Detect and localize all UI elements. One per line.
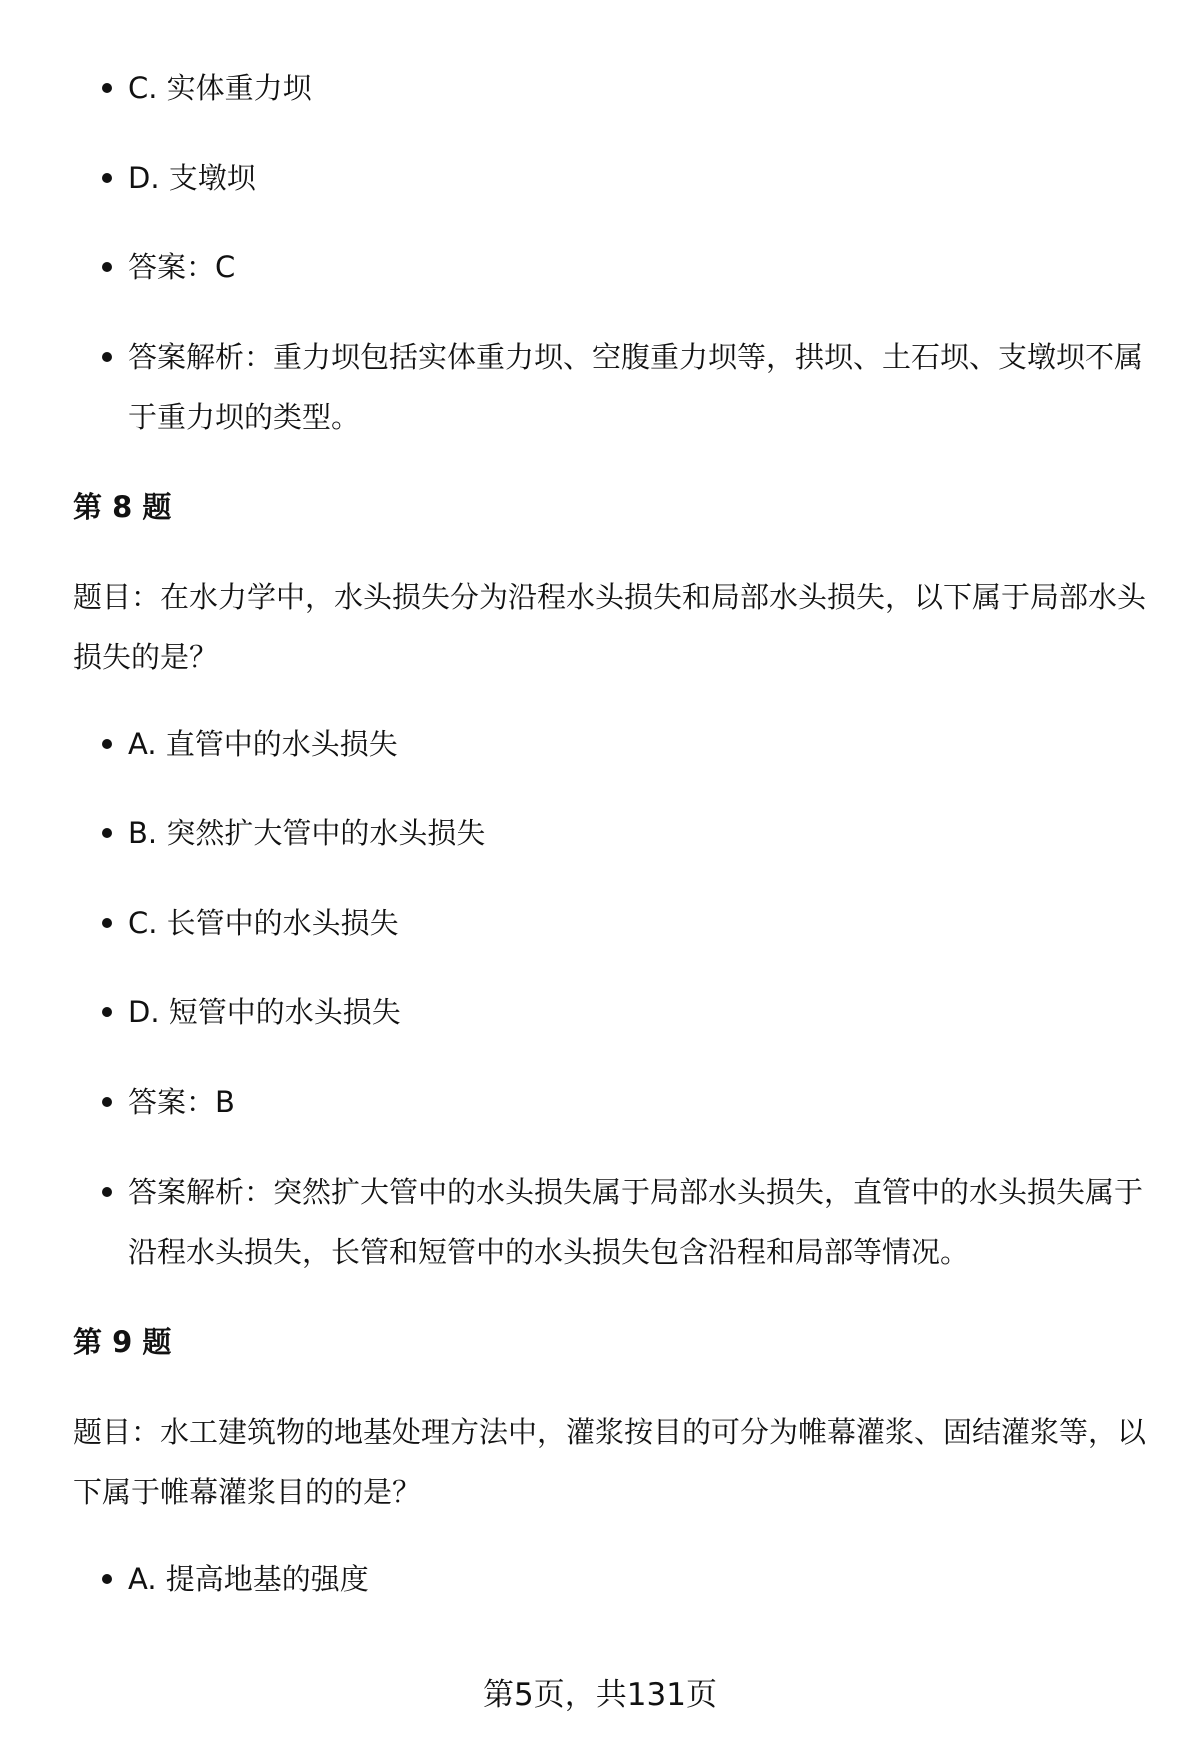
option-c: C. 实体重力坝 (128, 58, 1148, 118)
page-number-footer: 第5页，共131页 (483, 1677, 717, 1713)
answer: 答案：B (128, 1072, 1148, 1132)
option-d: D. 短管中的水头损失 (128, 982, 1148, 1042)
question-heading-8: 第 8 题 (73, 490, 172, 524)
question-text-8: 题目：在水力学中，水头损失分为沿程水头损失和局部水头损失，以下属于局部水头损失的是？ (73, 580, 1147, 674)
answer-analysis: 答案解析：重力坝包括实体重力坝、空腹重力坝等，拱坝、土石坝、支墩坝不属于重力坝的类型。 (128, 327, 1148, 447)
question-heading-9: 第 9 题 (73, 1325, 172, 1359)
option-b: B. 突然扩大管中的水头损失 (128, 803, 1148, 863)
answer: 答案：C (128, 237, 1148, 297)
option-a: A. 直管中的水头损失 (128, 714, 1148, 774)
option-a: A. 提高地基的强度 (128, 1549, 1148, 1609)
option-d: D. 支墩坝 (128, 148, 1148, 208)
option-c: C. 长管中的水头损失 (128, 893, 1148, 953)
answer-analysis: 答案解析：突然扩大管中的水头损失属于局部水头损失，直管中的水头损失属于沿程水头损失，长管和短管中的水头损失包含沿程和局部等情况。 (128, 1162, 1148, 1282)
question-text-9: 题目：水工建筑物的地基处理方法中，灌浆按目的可分为帷幕灌浆、固结灌浆等，以下属于帷幕灌浆目的的是？ (73, 1415, 1147, 1509)
